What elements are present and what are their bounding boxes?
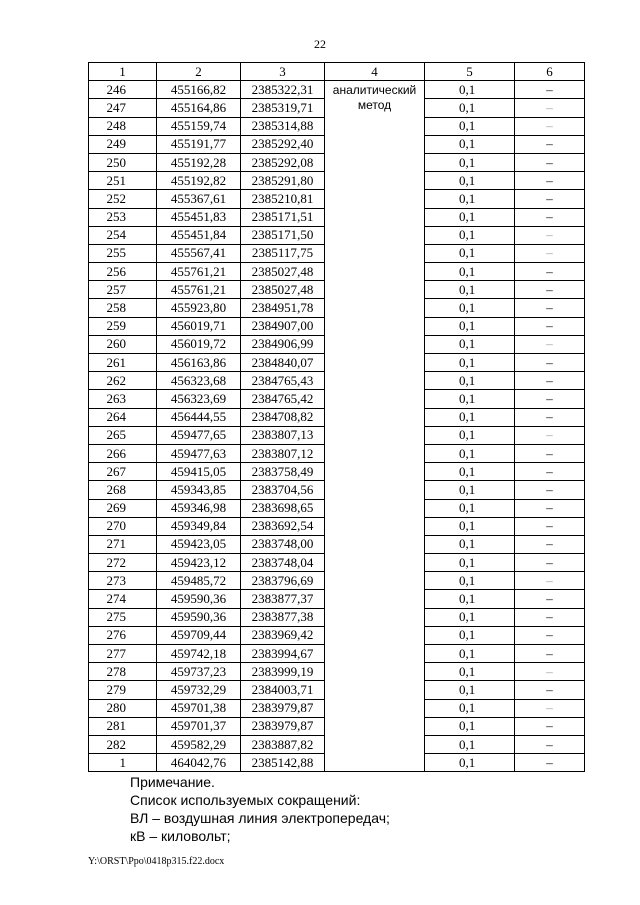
dash-mark: – — [546, 554, 553, 570]
note-cell — [515, 663, 585, 681]
coord-y: 2385322,31 — [241, 81, 325, 99]
coord-x: 456323,68 — [157, 372, 241, 390]
coord-y: 2384708,82 — [241, 408, 325, 426]
coord-x: 455166,82 — [157, 81, 241, 99]
note-cell — [515, 535, 585, 553]
point-number: 246 — [89, 81, 157, 99]
dash-mark: – — [546, 681, 553, 697]
dash-mark: – — [546, 390, 553, 406]
coord-y: 2383877,38 — [241, 608, 325, 626]
accuracy-value: 0,1 — [425, 172, 515, 190]
coord-x: 455192,28 — [157, 153, 241, 171]
footer-file-path: Y:\ORST\Ppo\0418p315.f22.docx — [88, 856, 225, 867]
coord-x: 459590,36 — [157, 608, 241, 626]
table-header-row — [89, 63, 585, 81]
note-cell — [515, 681, 585, 699]
accuracy-value: 0,1 — [425, 499, 515, 517]
coord-y: 2383877,37 — [241, 590, 325, 608]
note-cell — [515, 172, 585, 190]
accuracy-value: 0,1 — [425, 645, 515, 663]
coord-x: 464042,76 — [157, 754, 241, 772]
coord-y: 2384951,78 — [241, 299, 325, 317]
coord-y: 2383994,67 — [241, 645, 325, 663]
accuracy-value: 0,1 — [425, 735, 515, 753]
dash-mark: – — [546, 118, 553, 134]
coord-x: 456019,72 — [157, 335, 241, 353]
note-cell — [515, 735, 585, 753]
accuracy-value: 0,1 — [425, 663, 515, 681]
point-number: 270 — [89, 517, 157, 535]
point-number: 248 — [89, 117, 157, 135]
page-number: 22 — [314, 37, 326, 51]
point-number: 252 — [89, 190, 157, 208]
dash-mark: – — [546, 372, 553, 388]
coord-y: 2383999,19 — [241, 663, 325, 681]
table-row — [89, 81, 585, 99]
accuracy-value: 0,1 — [425, 699, 515, 717]
coord-y: 2383704,56 — [241, 481, 325, 499]
note-cell — [515, 699, 585, 717]
point-number: 279 — [89, 681, 157, 699]
dash-mark: – — [546, 463, 553, 479]
accuracy-value: 0,1 — [425, 354, 515, 372]
coord-x: 459737,23 — [157, 663, 241, 681]
accuracy-value: 0,1 — [425, 117, 515, 135]
point-number: 251 — [89, 172, 157, 190]
point-number: 281 — [89, 717, 157, 735]
dash-mark: – — [546, 281, 553, 297]
coord-x: 459349,84 — [157, 517, 241, 535]
note-cell — [515, 226, 585, 244]
dash-mark: – — [546, 591, 553, 607]
coord-y: 2383887,82 — [241, 735, 325, 753]
dash-mark: – — [546, 263, 553, 279]
accuracy-value: 0,1 — [425, 99, 515, 117]
coord-x: 456163,86 — [157, 354, 241, 372]
dash-mark: – — [546, 718, 553, 734]
coord-x: 455159,74 — [157, 117, 241, 135]
coord-x: 455164,86 — [157, 99, 241, 117]
coord-y: 2385142,88 — [241, 754, 325, 772]
coord-y: 2384906,99 — [241, 335, 325, 353]
accuracy-value: 0,1 — [425, 153, 515, 171]
dash-mark: – — [546, 136, 553, 152]
note-cell — [515, 244, 585, 262]
accuracy-value: 0,1 — [425, 263, 515, 281]
notes-section — [130, 773, 390, 845]
dash-mark: – — [546, 336, 553, 352]
note-cell — [515, 354, 585, 372]
dash-mark: – — [546, 445, 553, 461]
coord-x: 456019,71 — [157, 317, 241, 335]
coord-x: 455567,41 — [157, 244, 241, 262]
coord-y: 2384003,71 — [241, 681, 325, 699]
point-number: 257 — [89, 281, 157, 299]
coord-y: 2385210,81 — [241, 190, 325, 208]
accuracy-value: 0,1 — [425, 626, 515, 644]
note-cell — [515, 463, 585, 481]
coord-x: 459701,37 — [157, 717, 241, 735]
coord-y: 2385171,50 — [241, 226, 325, 244]
dash-mark: – — [546, 609, 553, 625]
note-cell — [515, 81, 585, 99]
accuracy-value: 0,1 — [425, 426, 515, 444]
table-body — [89, 81, 585, 772]
note-cell — [515, 372, 585, 390]
dash-mark: – — [546, 190, 553, 206]
note-cell — [515, 481, 585, 499]
point-number: 274 — [89, 590, 157, 608]
dash-mark: – — [546, 700, 553, 716]
coord-x: 459477,63 — [157, 444, 241, 462]
accuracy-value: 0,1 — [425, 572, 515, 590]
dash-mark: – — [546, 500, 553, 516]
point-number: 260 — [89, 335, 157, 353]
point-number: 255 — [89, 244, 157, 262]
point-number: 262 — [89, 372, 157, 390]
coord-y: 2383979,87 — [241, 699, 325, 717]
coord-x: 455191,77 — [157, 135, 241, 153]
accuracy-value: 0,1 — [425, 408, 515, 426]
dash-mark: – — [546, 154, 553, 170]
coord-x: 459485,72 — [157, 572, 241, 590]
abbrev-heading: Список используемых сокращений: — [130, 792, 361, 808]
note-cell — [515, 554, 585, 572]
header-col-2: 2 — [157, 63, 241, 81]
note-cell — [515, 645, 585, 663]
coord-x: 459701,38 — [157, 699, 241, 717]
coord-y: 2383796,69 — [241, 572, 325, 590]
coord-y: 2383748,04 — [241, 554, 325, 572]
abbrev-item: кВ – киловольт; — [130, 828, 231, 844]
point-number: 277 — [89, 645, 157, 663]
point-number: 259 — [89, 317, 157, 335]
accuracy-value: 0,1 — [425, 535, 515, 553]
accuracy-value: 0,1 — [425, 754, 515, 772]
dash-mark: – — [546, 663, 553, 679]
note-cell — [515, 153, 585, 171]
coord-y: 2385319,71 — [241, 99, 325, 117]
header-col-5: 5 — [425, 63, 515, 81]
coord-x: 455367,61 — [157, 190, 241, 208]
accuracy-value: 0,1 — [425, 517, 515, 535]
note-cell — [515, 281, 585, 299]
point-number: 267 — [89, 463, 157, 481]
accuracy-value: 0,1 — [425, 299, 515, 317]
note-cell — [515, 426, 585, 444]
coord-y: 2385027,48 — [241, 263, 325, 281]
coord-x: 456444,55 — [157, 408, 241, 426]
coord-y: 2384840,07 — [241, 354, 325, 372]
accuracy-value: 0,1 — [425, 281, 515, 299]
coord-x: 459343,85 — [157, 481, 241, 499]
dash-mark: – — [546, 572, 553, 588]
coord-y: 2383748,00 — [241, 535, 325, 553]
dash-mark: – — [546, 354, 553, 370]
accuracy-value: 0,1 — [425, 444, 515, 462]
coord-y: 2384907,00 — [241, 317, 325, 335]
accuracy-value: 0,1 — [425, 681, 515, 699]
point-number: 272 — [89, 554, 157, 572]
accuracy-value: 0,1 — [425, 608, 515, 626]
accuracy-value: 0,1 — [425, 81, 515, 99]
accuracy-value: 0,1 — [425, 390, 515, 408]
header-col-6: 6 — [515, 63, 585, 81]
accuracy-value: 0,1 — [425, 317, 515, 335]
note-cell — [515, 444, 585, 462]
coord-y: 2383979,87 — [241, 717, 325, 735]
coord-y: 2384765,43 — [241, 372, 325, 390]
accuracy-value: 0,1 — [425, 190, 515, 208]
note-cell — [515, 754, 585, 772]
point-number: 266 — [89, 444, 157, 462]
point-number: 254 — [89, 226, 157, 244]
abbrev-item: ВЛ – воздушная линия электропередач; — [130, 810, 390, 826]
dash-mark: – — [546, 81, 553, 97]
coord-y: 2385291,80 — [241, 172, 325, 190]
note-cell — [515, 608, 585, 626]
coord-x: 459415,05 — [157, 463, 241, 481]
coord-y: 2383692,54 — [241, 517, 325, 535]
header-col-4: 4 — [325, 63, 425, 81]
coord-x: 459423,12 — [157, 554, 241, 572]
coord-x: 456323,69 — [157, 390, 241, 408]
coord-x: 459590,36 — [157, 590, 241, 608]
point-number: 258 — [89, 299, 157, 317]
dash-mark: – — [546, 627, 553, 643]
point-number: 263 — [89, 390, 157, 408]
accuracy-value: 0,1 — [425, 590, 515, 608]
coord-y: 2383969,42 — [241, 626, 325, 644]
header-col-1: 1 — [89, 63, 157, 81]
note-cell — [515, 117, 585, 135]
point-number: 253 — [89, 208, 157, 226]
point-number: 264 — [89, 408, 157, 426]
note-cell — [515, 717, 585, 735]
dash-mark: – — [546, 172, 553, 188]
dash-mark: – — [546, 245, 553, 261]
coord-x: 455192,82 — [157, 172, 241, 190]
dash-mark: – — [546, 227, 553, 243]
dash-mark: – — [546, 518, 553, 534]
accuracy-value: 0,1 — [425, 717, 515, 735]
dash-mark: – — [546, 318, 553, 334]
note-cell — [515, 263, 585, 281]
accuracy-value: 0,1 — [425, 335, 515, 353]
note-cell — [515, 299, 585, 317]
accuracy-value: 0,1 — [425, 463, 515, 481]
coord-y: 2383807,13 — [241, 426, 325, 444]
note-cell — [515, 190, 585, 208]
coord-x: 455451,84 — [157, 226, 241, 244]
dash-mark: – — [546, 409, 553, 425]
coord-y: 2383698,65 — [241, 499, 325, 517]
point-number: 275 — [89, 608, 157, 626]
dash-mark: – — [546, 427, 553, 443]
accuracy-value: 0,1 — [425, 208, 515, 226]
point-number: 247 — [89, 99, 157, 117]
coordinates-table — [88, 62, 585, 772]
point-number: 278 — [89, 663, 157, 681]
coord-x: 459742,18 — [157, 645, 241, 663]
coord-y: 2385171,51 — [241, 208, 325, 226]
point-number: 271 — [89, 535, 157, 553]
note-cell — [515, 135, 585, 153]
note-cell — [515, 408, 585, 426]
coord-y: 2385117,75 — [241, 244, 325, 262]
coord-x: 459709,44 — [157, 626, 241, 644]
point-number: 276 — [89, 626, 157, 644]
accuracy-value: 0,1 — [425, 554, 515, 572]
coord-y: 2385292,08 — [241, 153, 325, 171]
accuracy-value: 0,1 — [425, 481, 515, 499]
dash-mark: – — [546, 536, 553, 552]
notes-title: Примечание. — [130, 774, 215, 790]
coord-x: 459477,65 — [157, 426, 241, 444]
dash-mark: – — [546, 300, 553, 316]
note-cell — [515, 499, 585, 517]
coord-x: 459423,05 — [157, 535, 241, 553]
accuracy-value: 0,1 — [425, 226, 515, 244]
accuracy-value: 0,1 — [425, 135, 515, 153]
coord-x: 459346,98 — [157, 499, 241, 517]
point-number: 261 — [89, 354, 157, 372]
coord-x: 459582,29 — [157, 735, 241, 753]
coord-x: 455761,21 — [157, 281, 241, 299]
note-cell — [515, 517, 585, 535]
coord-x: 455923,80 — [157, 299, 241, 317]
coord-x: 455761,21 — [157, 263, 241, 281]
note-cell — [515, 572, 585, 590]
dash-mark: – — [546, 209, 553, 225]
note-cell — [515, 390, 585, 408]
method-cell: аналитический метод — [325, 81, 425, 772]
point-number: 1 — [89, 754, 157, 772]
point-number: 250 — [89, 153, 157, 171]
point-number: 249 — [89, 135, 157, 153]
header-col-3: 3 — [241, 63, 325, 81]
note-cell — [515, 99, 585, 117]
point-number: 256 — [89, 263, 157, 281]
point-number: 280 — [89, 699, 157, 717]
coord-y: 2385027,48 — [241, 281, 325, 299]
accuracy-value: 0,1 — [425, 372, 515, 390]
coord-y: 2383758,49 — [241, 463, 325, 481]
dash-mark: – — [546, 645, 553, 661]
coord-y: 2383807,12 — [241, 444, 325, 462]
point-number: 265 — [89, 426, 157, 444]
coord-y: 2384765,42 — [241, 390, 325, 408]
dash-mark: – — [546, 754, 553, 770]
coord-x: 459732,29 — [157, 681, 241, 699]
coord-y: 2385292,40 — [241, 135, 325, 153]
note-cell — [515, 590, 585, 608]
note-cell — [515, 317, 585, 335]
coord-x: 455451,83 — [157, 208, 241, 226]
dash-mark: – — [546, 481, 553, 497]
point-number: 273 — [89, 572, 157, 590]
note-cell — [515, 208, 585, 226]
note-cell — [515, 335, 585, 353]
dash-mark: – — [546, 99, 553, 115]
dash-mark: – — [546, 736, 553, 752]
point-number: 268 — [89, 481, 157, 499]
coord-y: 2385314,88 — [241, 117, 325, 135]
point-number: 282 — [89, 735, 157, 753]
note-cell — [515, 626, 585, 644]
point-number: 269 — [89, 499, 157, 517]
accuracy-value: 0,1 — [425, 244, 515, 262]
